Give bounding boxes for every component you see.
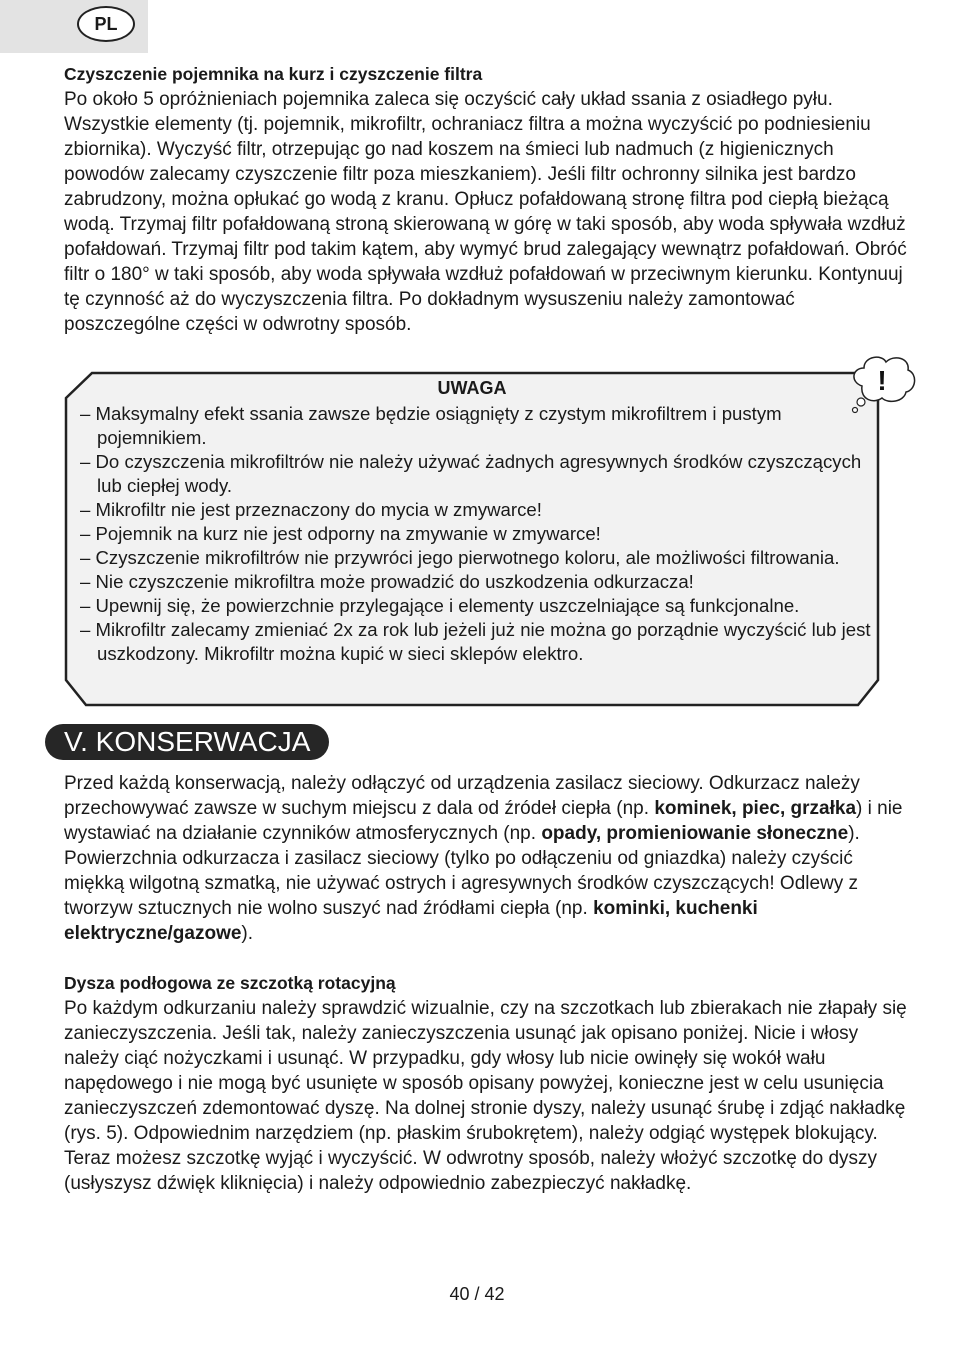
warning-item: – Mikrofiltr nie jest przeznaczony do mycia w zmywarce!: [80, 499, 542, 520]
konserwacja-text-part: ). Powierzchnia odkurzacza i zasilacz sieciowy (tylko po odłączeniu od gniazdka) należy czyścić miękką wilgotną szmatką, nie używać ostrych i agresywnych środków czyszczących! Odlewy z tworzyw sztucznych nie wolno suszyć nad źródłami ciepła (np.: [64, 823, 860, 919]
konserwacja-text-part: ).: [241, 923, 254, 944]
konserwacja-bold-heaters: kominki, kuchenki elektryczne/gazowe: [64, 898, 758, 944]
warning-item: – Maksymalny efekt ssania zawsze będzie osiągnięty z czystym mikrofiltrem i pustym pojemnikiem.: [80, 403, 782, 448]
konserwacja-text: [64, 771, 914, 946]
nozzle-section: [64, 971, 914, 1196]
konserwacja-text-part: ) i nie wystawiać na działanie czynników atmosferycznych (np.: [64, 798, 903, 844]
warning-item: – Upewnij się, że powierzchnie przylegające i elementy uszczelniające są funkcjonalne.: [80, 595, 800, 616]
exclamation-glyph: !: [877, 365, 887, 396]
warning-box: [62, 368, 882, 710]
konserwacja-bold-weather: opady, promieniowanie słoneczne: [541, 823, 849, 844]
filter-cleaning-text: Po około 5 opróżnieniach pojemnika zaleca się oczyścić cały układ ssania z osiadłego pyłu. Wszystkie elementy (tj. pojemnik, mikrofiltr, ochraniacz filtra a można wyczyścić po podniesieniu zbiornika). Wyczyść filtr, otrzepując go nad koszem na śmieci lub nadmuch (z higienicznych powodów zalecamy czyszczenie filtr poza mieszkaniem). Jeśli filtr ochronny silnika jest bardzo zabrudzony, można opłukać go wodą z kranu. Opłucz pofałdowaną stronę filtra pod ciepłą bieżącą wodą. Trzymaj filtr pofałdowaną stroną skierowaną w górę w taki sposób, aby woda spływała wzdłuż pofałdowań. Trzymaj filtr pod takim kątem, aby wymyć brud zalegający wewnątrz pofałdowań. Obróć filtr o 180° w taki sposób, aby woda spływała wzdłuż pofałdowań w przeciwnym kierunku. Kontynuuj tę czynność aż do wyczyszczenia filtra. Po dokładnym wysuszeniu należy zamontować poszczególne części w odwrotny sposób.: [64, 89, 907, 335]
nozzle-heading: Dysza podłogowa ze szczotką rotacyjną: [64, 973, 396, 993]
filter-cleaning-heading: Czyszczenie pojemnika na kurz i czyszczenie filtra: [64, 64, 483, 84]
warning-item: – Mikrofiltr zalecamy zmieniać 2x za rok lub jeżeli już nie można go porządnie wyczyścić lub jest uszkodzony. Mikrofiltr można kupić w sieci sklepów elektro.: [80, 619, 871, 664]
warning-item: – Nie czyszczenie mikrofiltra może prowadzić do uszkodzenia odkurzacza!: [80, 571, 694, 592]
warning-item: – Czyszczenie mikrofiltrów nie przywróci jego pierwotnego koloru, ale możliwości filtrowania.: [80, 547, 840, 568]
section-title-konserwacja: V. KONSERWACJA: [45, 724, 329, 760]
konserwacja-bold-sources: kominek, piec, grzałka: [654, 798, 857, 819]
konserwacja-text-part: Przed każdą konserwacją, należy odłączyć od urządzenia zasilacz sieciowy. Odkurzacz należy przechowywać zawsze w suchym miejscu z dala od źródeł ciepła (np.: [64, 773, 860, 819]
nozzle-text: Po każdym odkurzaniu należy sprawdzić wizualnie, czy na szczotkach lub zbierakach nie złapały się zanieczyszczenia. Jeśli tak, należy zanieczyszczenia usunąć jak opisano poniżej. Nicie i włosy należy ciąć nożyczkami i usunąć. W przypadku, gdy włosy lub nicie owinęły się wokół wału napędowego i nie mogą być usunięte w sposób opisany powyżej, konieczne jest w celu usunięcia zanieczyszczeń zdemontować dyszę. Na dolnej stronie dyszy, należy usunąć śrubę i zdjąć nakładkę (rys. 5). Odpowiednim narzędziem (np. płaskim śrubokrętem), należy odgiąć występek blokujący. Teraz możesz szczotkę wyjąć i wyczyścić. W odwrotny sposób, należy włożyć szczotkę do dyszy (usłyszysz dźwięk kliknięcia) i należy odpowiednio zabezpieczyć nakładkę.: [64, 998, 907, 1194]
warning-title: UWAGA: [437, 378, 507, 398]
warning-list: [80, 402, 880, 666]
filter-cleaning-section: [64, 62, 914, 337]
exclamation-bubble-icon: [848, 352, 920, 418]
page-number: 40 / 42: [449, 1284, 505, 1304]
language-badge: PL: [77, 6, 135, 42]
warning-item: – Pojemnik na kurz nie jest odporny na zmywanie w zmywarce!: [80, 523, 601, 544]
language-tab: [0, 0, 148, 53]
warning-item: – Do czyszczenia mikrofiltrów nie należy używać żadnych agresywnych środków czyszczących lub ciepłej wody.: [80, 451, 862, 496]
